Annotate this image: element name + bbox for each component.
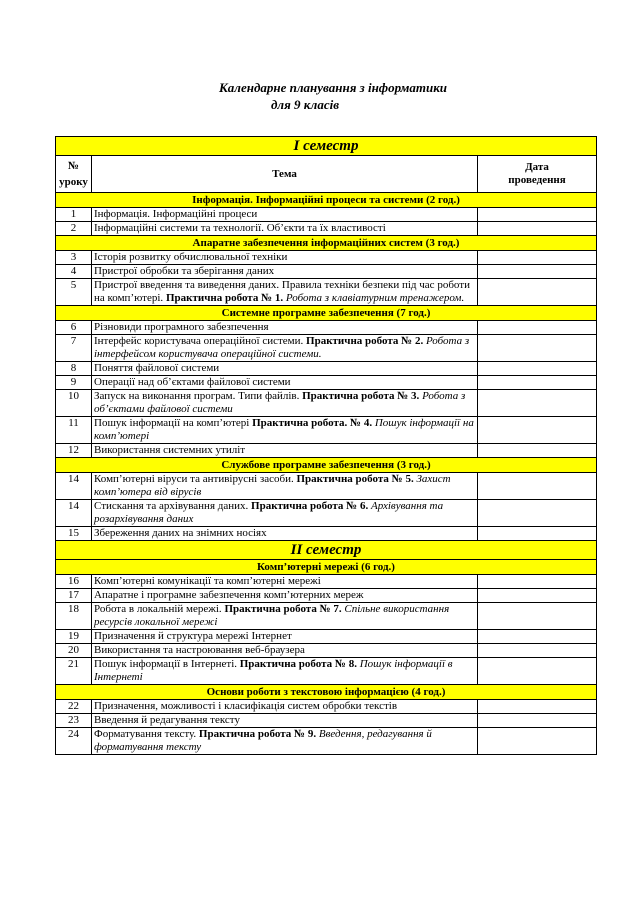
section-row [56,560,597,575]
table-row [56,279,597,306]
lesson-number: 2 [56,222,92,236]
lesson-topic: Пристрої введення та виведення даних. Правила техніки безпеки під час роботи на комп’ютері. Практична робота № 1. Робота з клавіатурним тренажером. [92,279,478,306]
table-row [56,630,597,644]
header-topic: Тема [92,156,478,193]
lesson-topic: Робота в локальній мережі. Практична робота № 7. Спільне використання ресурсів локальної мережі [92,603,478,630]
lesson-date [478,251,597,265]
lesson-number: 17 [56,589,92,603]
header-lesson-number: № уроку [56,156,92,193]
table-row [56,527,597,541]
lesson-number: 3 [56,251,92,265]
table-row [56,444,597,458]
lesson-topic: Пошук інформації в Інтернеті. Практична робота № 8. Пошук інформації в Інтернеті [92,658,478,685]
section-title: Системне програмне забезпечення (7 год.) [56,306,597,321]
table-row [56,644,597,658]
document-title: Календарне планування з інформатики [218,80,448,95]
section-row [56,236,597,251]
table-header-row [56,156,597,193]
lesson-number: 10 [56,390,92,417]
table-row [56,603,597,630]
lesson-date [478,728,597,755]
lesson-number: 12 [56,444,92,458]
lesson-date [478,603,597,630]
lesson-topic: Апаратне і програмне забезпечення комп’ютерних мереж [92,589,478,603]
table-row [56,575,597,589]
lesson-number: 5 [56,279,92,306]
lesson-number: 23 [56,714,92,728]
section-row [56,458,597,473]
lesson-date [478,644,597,658]
semester-row [56,137,597,156]
lesson-date [478,222,597,236]
semester-title: II семестр [56,541,597,560]
header-date: Дата проведення [478,156,597,193]
lesson-number: 16 [56,575,92,589]
lesson-number: 24 [56,728,92,755]
semester-title: I семестр [56,137,597,156]
lesson-number: 18 [56,603,92,630]
table-row [56,222,597,236]
lesson-number: 20 [56,644,92,658]
table-row [56,390,597,417]
lesson-topic: Інтерфейс користувача операційної системи. Практична робота № 2. Робота з інтерфейсом користувача операційної системи. [92,335,478,362]
table-row [56,335,597,362]
lesson-topic: Поняття файлової системи [92,362,478,376]
table-row [56,658,597,685]
lesson-number: 11 [56,417,92,444]
lesson-topic: Збереження даних на знімних носіях [92,527,478,541]
lesson-topic: Операції над об’єктами файлової системи [92,376,478,390]
table-row [56,589,597,603]
table-row [56,321,597,335]
table-row [56,208,597,222]
table-row [56,700,597,714]
lesson-date [478,473,597,500]
lesson-date [478,700,597,714]
lesson-number: 14 [56,473,92,500]
lesson-number: 14 [56,500,92,527]
lesson-number: 9 [56,376,92,390]
section-title: Комп’ютерні мережі (6 год.) [56,560,597,575]
lesson-number: 22 [56,700,92,714]
lesson-topic: Призначення, можливості і класифікація систем обробки текстів [92,700,478,714]
lesson-topic: Введення й редагування тексту [92,714,478,728]
section-row [56,193,597,208]
lesson-number: 15 [56,527,92,541]
lesson-date [478,417,597,444]
section-title: Службове програмне забезпечення (3 год.) [56,458,597,473]
section-title: Апаратне забезпечення інформаційних систем (3 год.) [56,236,597,251]
lesson-number: 6 [56,321,92,335]
lesson-topic: Комп’ютерні комунікації та комп’ютерні мережі [92,575,478,589]
lesson-plan-table [55,136,597,755]
lesson-date [478,527,597,541]
lesson-date [478,714,597,728]
lesson-topic: Використання системних утиліт [92,444,478,458]
table-row [56,376,597,390]
lesson-number: 8 [56,362,92,376]
lesson-topic: Стискання та архівування даних. Практична робота № 6. Архівування та розархівування даних [92,500,478,527]
lesson-date [478,265,597,279]
section-row [56,306,597,321]
lesson-number: 1 [56,208,92,222]
section-title: Основи роботи з текстовою інформацією (4 год.) [56,685,597,700]
lesson-date [478,500,597,527]
lesson-topic: Пошук інформації на комп’ютері Практична робота. № 4. Пошук інформації на комп’ютері [92,417,478,444]
lesson-topic: Інформація. Інформаційні процеси [92,208,478,222]
table-row [56,251,597,265]
lesson-topic: Запуск на виконання програм. Типи файлів. Практична робота № 3. Робота з об’єктами файлової системи [92,390,478,417]
table-row [56,500,597,527]
lesson-date [478,630,597,644]
section-row [56,685,597,700]
lesson-topic: Призначення й структура мережі Інтернет [92,630,478,644]
table-row [56,714,597,728]
lesson-topic: Використання та настроювання веб-браузера [92,644,478,658]
table-row [56,728,597,755]
document-subtitle: для 9 класів [270,97,340,112]
lesson-number: 7 [56,335,92,362]
lesson-date [478,321,597,335]
table-row [56,362,597,376]
section-title: Інформація. Інформаційні процеси та системи (2 год.) [56,193,597,208]
lesson-date [478,444,597,458]
semester-row [56,541,597,560]
lesson-number: 21 [56,658,92,685]
lesson-date [478,335,597,362]
lesson-topic: Інформаційні системи та технології. Об’єкти та їх властивості [92,222,478,236]
lesson-date [478,589,597,603]
lesson-topic: Комп’ютерні віруси та антивірусні засоби. Практична робота № 5. Захист комп’ютера від вірусів [92,473,478,500]
lesson-date [478,362,597,376]
lesson-date [478,279,597,306]
lesson-date [478,376,597,390]
lesson-date [478,575,597,589]
lesson-number: 19 [56,630,92,644]
table-row [56,417,597,444]
lesson-date [478,208,597,222]
lesson-date [478,390,597,417]
lesson-topic: Різновиди програмного забезпечення [92,321,478,335]
lesson-topic: Пристрої обробки та зберігання даних [92,265,478,279]
lesson-topic: Форматування тексту. Практична робота № 9. Введення, редагування й форматування тексту [92,728,478,755]
table-row [56,265,597,279]
lesson-topic: Історія розвитку обчислювальної техніки [92,251,478,265]
lesson-date [478,658,597,685]
table-row [56,473,597,500]
lesson-number: 4 [56,265,92,279]
